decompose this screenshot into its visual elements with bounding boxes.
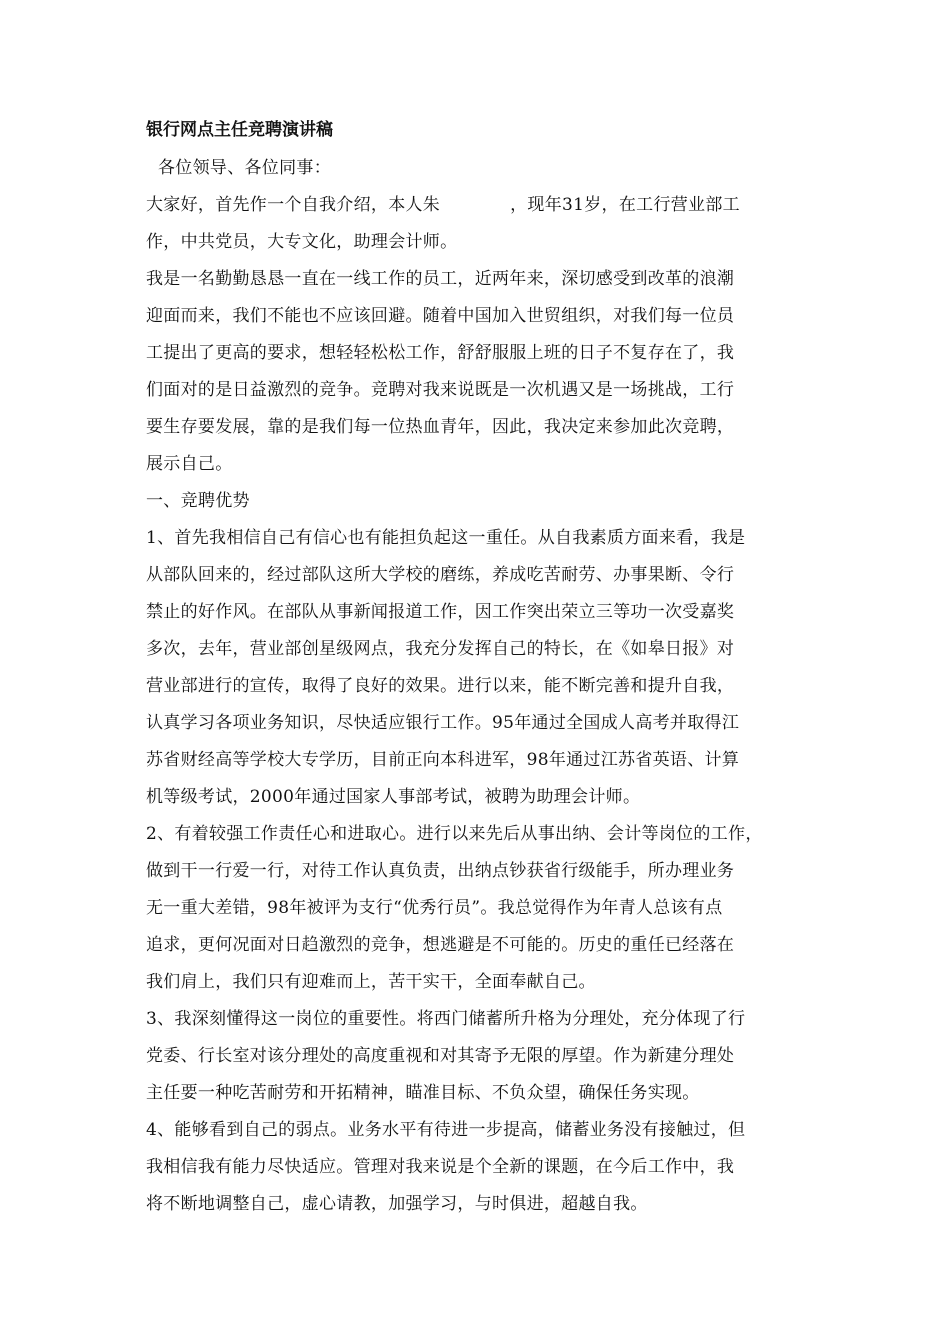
paragraph-line: 展示自己。 [146, 454, 233, 474]
intro-line-1-part-a: 大家好，首先作一个自我介绍，本人朱 [146, 195, 441, 215]
paragraph-line: 迎面而来，我们不能也不应该回避。随着中国加入世贸组织，对我们每一位员 [146, 306, 735, 326]
paragraph-line: 认真学习各项业务知识，尽快适应银行工作。95年通过全国成人高考并取得江 [146, 713, 740, 733]
paragraph-line: 党委、行长室对该分理处的高度重视和对其寄予无限的厚望。作为新建分理处 [146, 1046, 735, 1066]
paragraph-line: 苏省财经高等学校大专学历，目前正向本科进军，98年通过江苏省英语、计算 [146, 750, 740, 770]
paragraph-line: 我相信我有能力尽快适应。管理对我来说是个全新的课题，在今后工作中，我 [146, 1157, 735, 1177]
paragraph-line: 多次，去年，营业部创星级网点，我充分发挥自己的特长，在《如皋日报》对 [146, 639, 735, 659]
document-title: 银行网点主任竞聘演讲稿 [146, 120, 333, 140]
salutation: 各位领导、各位同事： [158, 158, 331, 178]
section-heading: 一、竞聘优势 [146, 491, 250, 511]
paragraph-line: 做到干一行爱一行，对待工作认真负责，出纳点钞获省行级能手，所办理业务 [146, 861, 735, 881]
paragraph-line: 们面对的是日益激烈的竞争。竞聘对我来说既是一次机遇又是一场挑战，工行 [146, 380, 735, 400]
intro-line-1 [146, 187, 826, 224]
paragraph-line: 我是一名勤勤恳恳一直在一线工作的员工，近两年来，深切感受到改革的浪潮 [146, 269, 735, 289]
paragraph-line: 追求，更何况面对日趋激烈的竞争，想逃避是不可能的。历史的重任已经落在 [146, 935, 735, 955]
paragraph-line: 机等级考试，2000年通过国家人事部考试，被聘为助理会计师。 [146, 787, 641, 807]
paragraph-line: 我们肩上，我们只有迎难而上，苦干实干，全面奉献自己。 [146, 972, 596, 992]
paragraph-line: 禁止的好作风。在部队从事新闻报道工作，因工作突出荣立三等功一次受嘉奖 [146, 602, 735, 622]
intro-line-2: 作，中共党员，大专文化，助理会计师。 [146, 232, 458, 252]
paragraph-line: 要生存要发展，靠的是我们每一位热血青年，因此，我决定来参加此次竞聘， [146, 417, 735, 437]
paragraph-line: 1、首先我相信自己有信心也有能担负起这一重任。从自我素质方面来看，我是 [146, 528, 746, 548]
paragraph-line: 从部队回来的，经过部队这所大学校的磨练，养成吃苦耐劳、办事果断、令行 [146, 565, 735, 585]
paragraph-line: 营业部进行的宣传，取得了良好的效果。进行以来，能不断完善和提升自我， [146, 676, 735, 696]
document-body [146, 116, 826, 1223]
paragraph-line: 3、我深刻懂得这一岗位的重要性。将西门储蓄所升格为分理处，充分体现了行 [146, 1009, 746, 1029]
paragraph-line: 工提出了更高的要求，想轻轻松松工作，舒舒服服上班的日子不复存在了，我 [146, 343, 735, 363]
paragraph-line: 4、能够看到自己的弱点。业务水平有待进一步提高，储蓄业务没有接触过，但 [146, 1120, 746, 1140]
paragraph-line: 无一重大差错，98年被评为支行“优秀行员”。我总觉得作为年青人总该有点 [146, 898, 723, 918]
intro-line-1-part-b: ，现年31岁，在工行营业部工 [510, 195, 740, 215]
paragraph-line: 主任要一种吃苦耐劳和开拓精神，瞄准目标、不负众望，确保任务实现。 [146, 1083, 700, 1103]
paragraph-line: 将不断地调整自己，虚心请教，加强学习，与时俱进，超越自我。 [146, 1194, 648, 1214]
paragraph-line: 2、有着较强工作责任心和进取心。进行以来先后从事出纳、会计等岗位的工作， [146, 824, 763, 844]
